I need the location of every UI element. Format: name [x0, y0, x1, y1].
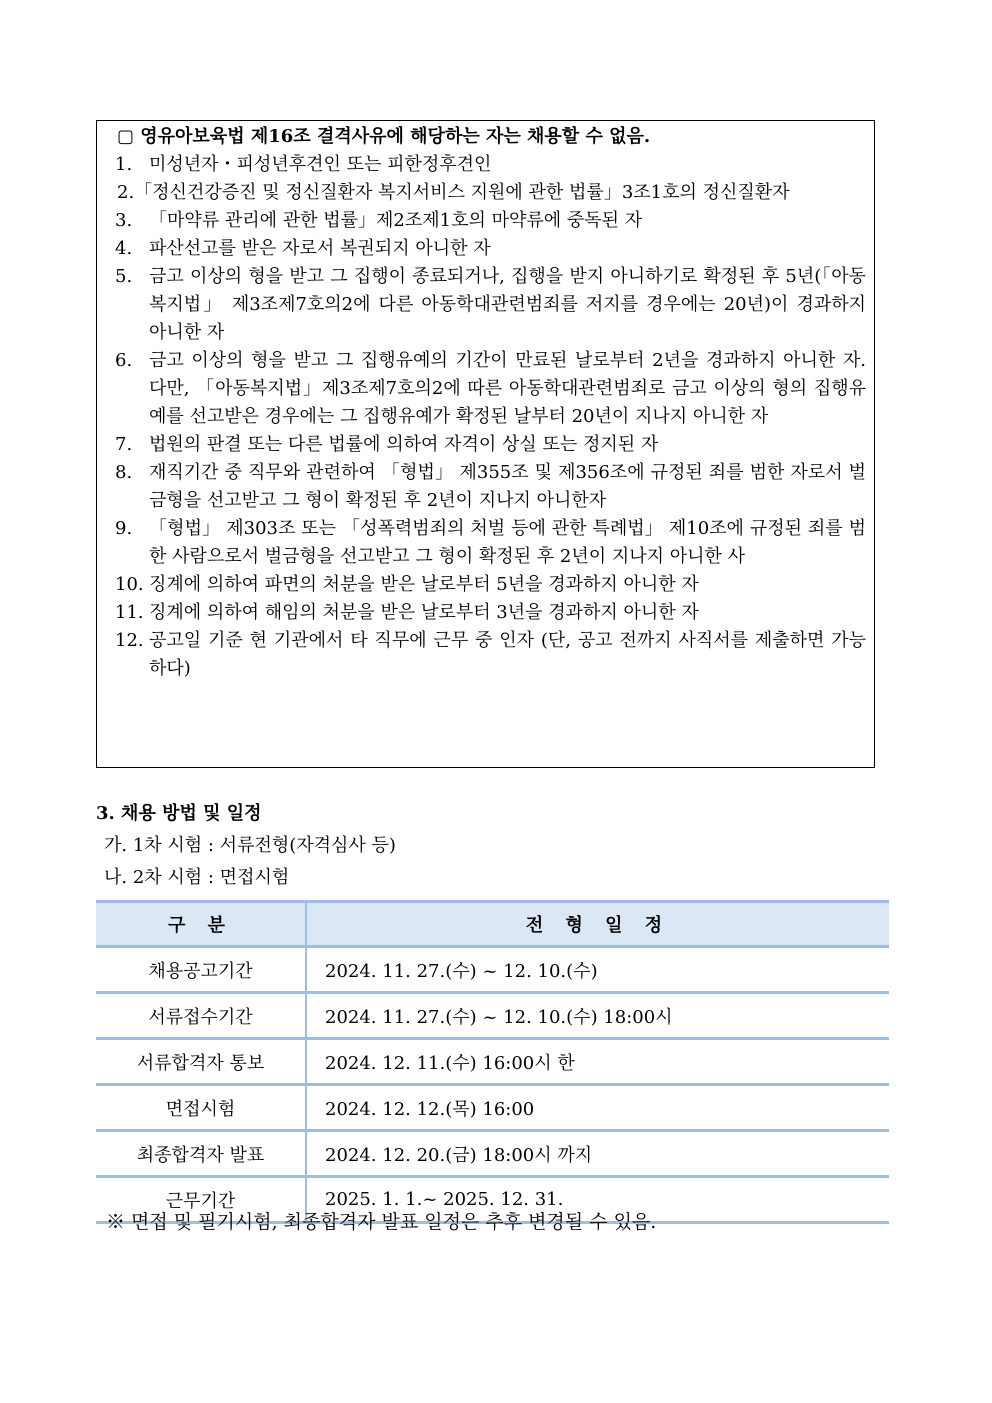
- item-number: 4.: [115, 238, 133, 259]
- item-text: 법원의 판결 또는 다른 법률에 의하여 자격이 상실 또는 정지된 자: [149, 434, 659, 455]
- row-date: 2024. 11. 27.(수) ~ 12. 10.(수): [306, 947, 889, 993]
- row-date: 2025. 1. 1.~ 2025. 12. 31.: [306, 1177, 889, 1223]
- table-row: [96, 993, 889, 1039]
- list-item: [107, 599, 866, 627]
- row-category: 서류합격자 통보: [96, 1039, 306, 1085]
- item-text: 재직기간 중 직무와 관련하여 「형법」 제355조 및 제356조에 규정된 죄를 범한 자로서 벌금형을 선고받고 그 형이 확정된 후 2년이 지나지 아니한자: [149, 462, 866, 511]
- header-category: 구 분: [96, 902, 306, 947]
- item-text: 징계에 의하여 파면의 처분을 받은 날로부터 5년을 경과하지 아니한 자: [149, 574, 699, 595]
- row-category: 채용공고기간: [96, 947, 306, 993]
- item-number: 1.: [115, 154, 133, 175]
- item-text: 금고 이상의 형을 받고 그 집행이 종료되거나, 집행을 받지 아니하기로 확정된 후 5년(「아동복지법」 제3조제7호의2에 다른 아동학대관련범죄를 저지를 경우에는 20년)이 경과하지 아니한 자: [149, 266, 866, 343]
- list-item: [107, 179, 866, 207]
- list-item: [107, 151, 866, 179]
- list-item: [107, 431, 866, 459]
- list-item: [107, 347, 866, 431]
- row-category: 면접시험: [96, 1085, 306, 1131]
- table-row: [96, 1131, 889, 1177]
- row-category: 근무기간: [96, 1177, 306, 1223]
- recruitment-method-section: [96, 800, 896, 894]
- table-header-row: [96, 902, 889, 947]
- item-number: 7.: [115, 434, 133, 455]
- item-number: 12.: [115, 630, 144, 651]
- list-item: [107, 515, 866, 571]
- item-text: 2.「정신건강증진 및 정신질환자 복지서비스 지원에 관한 법률」3조1호의 정신질환자: [117, 182, 790, 203]
- item-text: 미성년자・피성년후견인 또는 피한정후견인: [149, 154, 492, 175]
- item-number: 5.: [115, 266, 133, 287]
- list-item: [107, 235, 866, 263]
- item-number: 9.: [115, 518, 133, 539]
- row-category: 서류접수기간: [96, 993, 306, 1039]
- row-category: 최종합격자 발표: [96, 1131, 306, 1177]
- item-number: 3.: [115, 210, 133, 231]
- row-date: 2024. 12. 20.(금) 18:00시 까지: [306, 1131, 889, 1177]
- item-text: 「형법」 제303조 또는 「성폭력범죄의 처벌 등에 관한 특례법」 제10조에 규정된 죄를 범한 사람으로서 벌금형을 선고받고 그 형이 확정된 후 2년이 지나지 아니한 사: [149, 518, 866, 567]
- list-item: [107, 627, 866, 683]
- item-number: 6.: [115, 350, 133, 371]
- item-text: 공고일 기준 현 기관에서 타 직무에 근무 중 인자 (단, 공고 전까지 사직서를 제출하면 가능하다): [149, 630, 866, 679]
- list-item: [107, 571, 866, 599]
- list-item: [107, 263, 866, 347]
- section-heading: 3. 채용 방법 및 일정: [96, 803, 262, 824]
- exam-step-1: 가. 1차 시험 : 서류전형(자격심사 등): [104, 835, 396, 856]
- list-item: [107, 207, 866, 235]
- schedule-table: [96, 900, 889, 1224]
- item-text: 「마약류 관리에 관한 법률」제2조제1호의 마약류에 중독된 자: [149, 210, 643, 231]
- item-number: 10.: [115, 574, 144, 595]
- exam-step-2: 나. 2차 시험 : 면접시험: [104, 867, 290, 888]
- item-text: 징계에 의하여 해임의 처분을 받은 날로부터 3년을 경과하지 아니한 자: [149, 602, 699, 623]
- table-row: [96, 1085, 889, 1131]
- table-row: [96, 947, 889, 993]
- schedule-change-note: ※ 면접 및 필기시험, 최종합격자 발표 일정은 추후 변경될 수 있음.: [106, 1211, 657, 1233]
- disqualification-title: ▢ 영유아보육법 제16조 결격사유에 해당하는 자는 채용할 수 없음.: [117, 126, 651, 147]
- item-text: 금고 이상의 형을 받고 그 집행유예의 기간이 만료된 날로부터 2년을 경과하지 아니한 자. 다만, 「아동복지법」제3조제7호의2에 따른 아동학대관련범죄로 금고 이상의 형의 집행유예를 선고받은 경우에는 그 집행유예가 확정된 날부터 20년이 지나지 아니한 자: [149, 350, 866, 427]
- item-number: 11.: [115, 602, 144, 623]
- item-text: 파산선고를 받은 자로서 복권되지 아니한 자: [149, 238, 491, 259]
- table-row: [96, 1039, 889, 1085]
- row-date: 2024. 11. 27.(수) ~ 12. 10.(수) 18:00시: [306, 993, 889, 1039]
- item-number: 8.: [115, 462, 133, 483]
- row-date: 2024. 12. 12.(목) 16:00: [306, 1085, 889, 1131]
- disqualification-box: [96, 120, 875, 768]
- list-item: [107, 459, 866, 515]
- row-date: 2024. 12. 11.(수) 16:00시 한: [306, 1039, 889, 1085]
- header-schedule: 전 형 일 정: [306, 902, 889, 947]
